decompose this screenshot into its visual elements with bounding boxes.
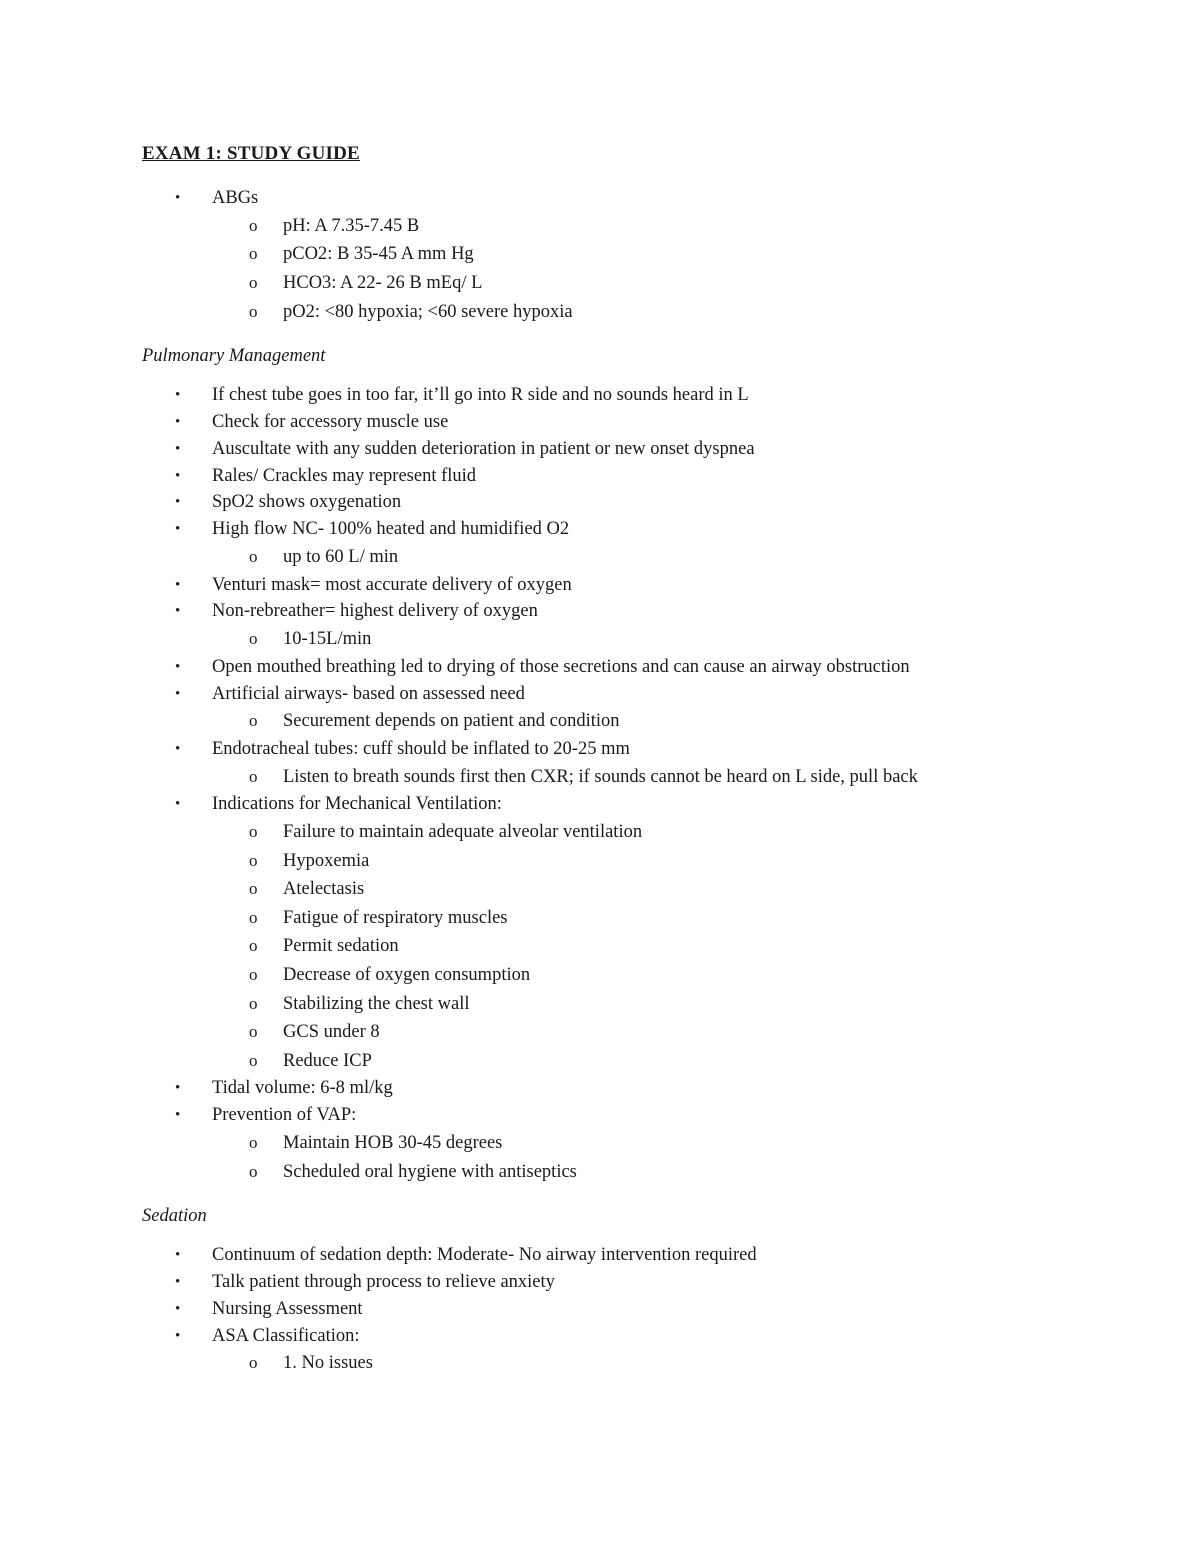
sub-list-item-text: Decrease of oxygen consumption <box>283 965 531 986</box>
list-item-text: Prevention of VAP: <box>212 1105 357 1126</box>
list-item <box>142 382 1142 409</box>
list-item <box>142 1242 1142 1269</box>
bullet-icon: • <box>175 658 181 675</box>
bullet-icon: • <box>175 603 181 620</box>
list-item-text: Auscultate with any sudden deterioration in patient or new onset dyspnea <box>212 438 755 459</box>
bullet-icon: • <box>175 387 181 404</box>
list-item-text: Open mouthed breathing led to drying of those secretions and can cause an airway obstruction <box>212 656 910 677</box>
bullet-icon: • <box>175 1274 181 1291</box>
bullet-icon: • <box>175 494 181 511</box>
section-heading: Pulmonary Management <box>142 346 326 367</box>
sub-list-item-text: Atelectasis <box>283 879 365 900</box>
sub-list-item-text: pCO2: B 35-45 A mm Hg <box>283 244 474 265</box>
list-item-text: Non-rebreather= highest delivery of oxygen <box>212 601 538 622</box>
sub-list-item <box>142 1047 1142 1076</box>
list-item <box>142 489 1142 516</box>
bullet-icon: • <box>175 467 181 484</box>
list-item <box>142 1269 1142 1296</box>
circle-bullet-icon: o <box>249 993 258 1013</box>
circle-bullet-icon: o <box>249 850 258 870</box>
study-guide-content <box>142 140 1142 1394</box>
sub-list-item-text: Failure to maintain adequate alveolar ventilation <box>283 822 643 843</box>
bullet-list <box>142 382 1142 1186</box>
bullet-icon: • <box>175 576 181 593</box>
sub-list-item-text: Hypoxemia <box>283 850 370 871</box>
circle-bullet-icon: o <box>249 629 258 649</box>
section <box>142 342 1142 1186</box>
bullet-icon: • <box>175 1080 181 1097</box>
sub-list-item-text: pO2: <80 hypoxia; <60 severe hypoxia <box>283 301 573 322</box>
bullet-icon: • <box>175 1107 181 1124</box>
sub-list <box>142 212 1142 326</box>
section <box>142 1202 1142 1378</box>
sub-list-item <box>142 961 1142 990</box>
sub-list-item-text: up to 60 L/ min <box>283 546 399 567</box>
sub-list-item-text: 10-15L/min <box>283 629 372 650</box>
list-item-text: ABGs <box>212 188 259 208</box>
sub-list-item <box>142 990 1142 1019</box>
list-item-text: Nursing Assessment <box>212 1298 363 1319</box>
list-item-text: Venturi mask= most accurate delivery of oxygen <box>212 574 572 595</box>
circle-bullet-icon: o <box>249 1022 258 1042</box>
sub-list-item <box>142 847 1142 876</box>
list-item-text: Continuum of sedation depth: Moderate- No airway intervention required <box>212 1245 757 1266</box>
sub-list-item-text: Listen to breath sounds first then CXR; if sounds cannot be heard on L side, pull back <box>283 766 918 787</box>
bullet-icon: • <box>175 685 181 702</box>
circle-bullet-icon: o <box>249 907 258 927</box>
sub-list-item <box>142 1349 1142 1378</box>
list-item <box>142 572 1142 599</box>
sub-list-item <box>142 1158 1142 1187</box>
list-item <box>142 736 1142 791</box>
sub-list <box>142 763 1142 792</box>
circle-bullet-icon: o <box>249 1353 258 1373</box>
document-title: EXAM 1: STUDY GUIDE <box>142 143 360 164</box>
sub-list <box>142 1349 1142 1378</box>
sub-list-item <box>142 543 1142 572</box>
list-item <box>142 1296 1142 1323</box>
sub-list-item-text: Maintain HOB 30-45 degrees <box>283 1133 503 1154</box>
list-item <box>142 681 1142 736</box>
sub-list-item <box>142 875 1142 904</box>
list-item <box>142 185 1142 326</box>
circle-bullet-icon: o <box>249 822 258 842</box>
list-item-text: SpO2 shows oxygenation <box>212 492 402 513</box>
list-item-text: If chest tube goes in too far, it’ll go into R side and no sounds heard in L <box>212 385 749 406</box>
sub-list <box>142 1129 1142 1186</box>
sub-list <box>142 707 1142 736</box>
circle-bullet-icon: o <box>249 301 258 321</box>
list-item-text: High flow NC- 100% heated and humidified O2 <box>212 519 570 540</box>
sub-list-item-text: Scheduled oral hygiene with antiseptics <box>283 1161 577 1182</box>
sections-container <box>142 185 1142 1378</box>
sub-list-item <box>142 818 1142 847</box>
circle-bullet-icon: o <box>249 244 258 264</box>
bullet-icon: • <box>175 440 181 457</box>
sub-list-item-text: Reduce ICP <box>283 1050 372 1071</box>
sub-list-item <box>142 240 1142 269</box>
list-item-text: Endotracheal tubes: cuff should be inflated to 20-25 mm <box>212 738 630 759</box>
sub-list-item <box>142 1129 1142 1158</box>
bullet-icon: • <box>175 190 181 206</box>
list-item <box>142 463 1142 490</box>
sub-list-item <box>142 298 1142 327</box>
circle-bullet-icon: o <box>249 215 258 235</box>
list-item-text: Rales/ Crackles may represent fluid <box>212 465 477 486</box>
sub-list-item <box>142 212 1142 241</box>
sub-list-item <box>142 932 1142 961</box>
circle-bullet-icon: o <box>249 272 258 292</box>
circle-bullet-icon: o <box>249 1133 258 1153</box>
section <box>142 185 1142 326</box>
list-item <box>142 1102 1142 1186</box>
sub-list-item-text: Fatigue of respiratory muscles <box>283 907 508 928</box>
list-item-text: Check for accessory muscle use <box>212 411 449 432</box>
list-item <box>142 654 1142 681</box>
list-item-text: Indications for Mechanical Ventilation: <box>212 794 502 815</box>
list-item <box>142 791 1142 1075</box>
list-item-text: Talk patient through process to relieve anxiety <box>212 1272 555 1293</box>
section-heading: Sedation <box>142 1206 207 1227</box>
bullet-icon: • <box>175 1300 181 1317</box>
sub-list-item <box>142 763 1142 792</box>
sub-list-item <box>142 707 1142 736</box>
bullet-icon: • <box>175 740 181 757</box>
sub-list-item-text: GCS under 8 <box>283 1022 380 1043</box>
sub-list <box>142 625 1142 654</box>
sub-list-item <box>142 269 1142 298</box>
bullet-icon: • <box>175 413 181 430</box>
bullet-icon: • <box>175 521 181 538</box>
sub-list-item <box>142 904 1142 933</box>
list-item <box>142 516 1142 571</box>
circle-bullet-icon: o <box>249 1161 258 1181</box>
sub-list-item-text: Stabilizing the chest wall <box>283 993 470 1014</box>
list-item <box>142 598 1142 653</box>
bullet-icon: • <box>175 796 181 813</box>
circle-bullet-icon: o <box>249 1050 258 1070</box>
circle-bullet-icon: o <box>249 766 258 786</box>
sub-list-item-text: pH: A 7.35-7.45 B <box>283 215 420 236</box>
bullet-icon: • <box>175 1327 181 1344</box>
sub-list-item-text: Permit sedation <box>283 936 399 957</box>
circle-bullet-icon: o <box>249 879 258 899</box>
list-item <box>142 1323 1142 1378</box>
sub-list <box>142 818 1142 1075</box>
circle-bullet-icon: o <box>249 965 258 985</box>
bullet-icon: • <box>175 1247 181 1264</box>
sub-list-item-text: 1. No issues <box>283 1353 373 1374</box>
list-item <box>142 1075 1142 1102</box>
sub-list-item-text: HCO3: A 22- 26 B mEq/ L <box>283 272 483 293</box>
circle-bullet-icon: o <box>249 711 258 731</box>
circle-bullet-icon: o <box>249 936 258 956</box>
sub-list-item <box>142 1018 1142 1047</box>
list-item <box>142 409 1142 436</box>
bullet-list <box>142 185 1142 326</box>
circle-bullet-icon: o <box>249 546 258 566</box>
bullet-list <box>142 1242 1142 1378</box>
list-item-text: Artificial airways- based on assessed need <box>212 683 525 704</box>
list-item <box>142 436 1142 463</box>
sub-list-item <box>142 625 1142 654</box>
sub-list-item-text: Securement depends on patient and condition <box>283 711 620 732</box>
list-item-text: ASA Classification: <box>212 1325 360 1346</box>
sub-list <box>142 543 1142 572</box>
list-item-text: Tidal volume: 6-8 ml/kg <box>212 1078 393 1099</box>
